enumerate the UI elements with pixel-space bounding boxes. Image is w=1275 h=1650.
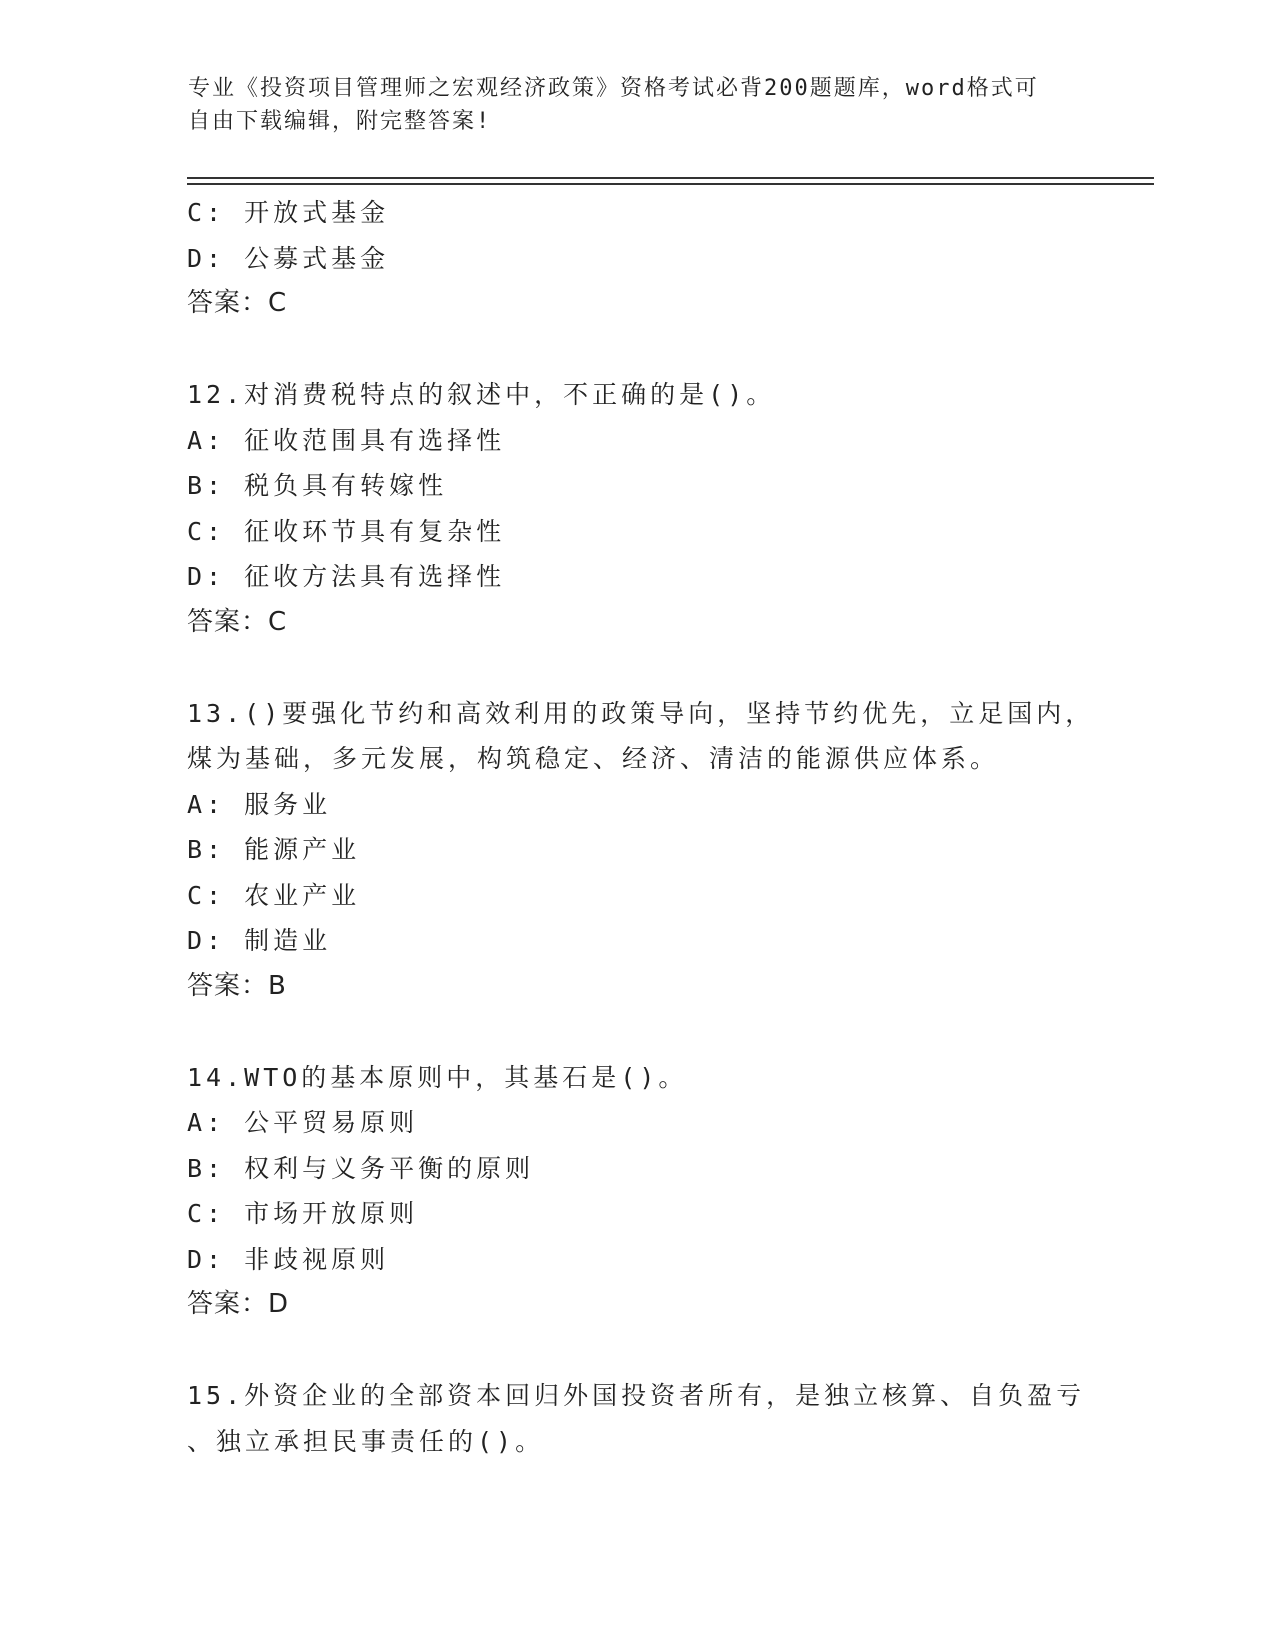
spacer [187, 1009, 1087, 1055]
question-text: 14.WTO的基本原则中，其基石是()。 [187, 1062, 688, 1092]
option-c: C: 市场开放原则 [187, 1199, 419, 1228]
question-14 [187, 1055, 1087, 1328]
option-c: C: 征收环节具有复杂性 [187, 516, 506, 546]
header-line-1: 专业《投资项目管理师之宏观经济政策》资格考试必背200题题库，word格式可 [188, 76, 1039, 101]
question-11 [187, 190, 1087, 327]
option-b: B: 税负具有转嫁性 [187, 471, 448, 500]
question-15 [187, 1373, 1087, 1464]
option-c: C: 农业产业 [187, 880, 361, 910]
question-text-line-2: 煤为基础，多元发展，构筑稳定、经济、清洁的能源供应体系。 [187, 744, 1000, 773]
option-b: B: 权利与义务平衡的原则 [187, 1153, 535, 1183]
header-line-2: 自由下载编辑，附完整答案! [188, 109, 492, 134]
question-list [187, 190, 1095, 1464]
question-12 [187, 372, 1087, 645]
answer: 答案：C [187, 288, 288, 318]
option-d: D: 非歧视原则 [187, 1244, 390, 1274]
option-d: D: 公募式基金 [187, 243, 390, 273]
spacer [187, 327, 1087, 373]
option-a: A: 征收范围具有选择性 [187, 425, 506, 455]
option-a: A: 公平贸易原则 [187, 1108, 419, 1137]
question-13 [187, 691, 1095, 1010]
question-text-line-1: 13.()要强化节约和高效利用的政策导向，坚持节约优先，立足国内， [187, 698, 1095, 728]
header-rule-bottom [187, 183, 1154, 185]
spacer [187, 1328, 1087, 1374]
option-a: A: 服务业 [187, 789, 332, 819]
answer: 答案：B [187, 970, 287, 1001]
option-c: C: 开放式基金 [187, 198, 390, 227]
question-text-line-2: 、独立承担民事责任的()。 [187, 1426, 545, 1456]
answer: 答案：C [187, 606, 288, 637]
spacer [187, 645, 1087, 691]
option-b: B: 能源产业 [187, 835, 361, 864]
answer: 答案：D [187, 1289, 290, 1319]
question-text-line-1: 15.外资企业的全部资本回归外国投资者所有，是独立核算、自负盈亏 [187, 1381, 1086, 1410]
header-rule-top [187, 177, 1154, 179]
option-d: D: 征收方法具有选择性 [187, 562, 506, 591]
document-header [188, 72, 1088, 138]
question-text: 12.对消费税特点的叙述中，不正确的是()。 [187, 380, 776, 409]
option-d: D: 制造业 [187, 926, 332, 955]
